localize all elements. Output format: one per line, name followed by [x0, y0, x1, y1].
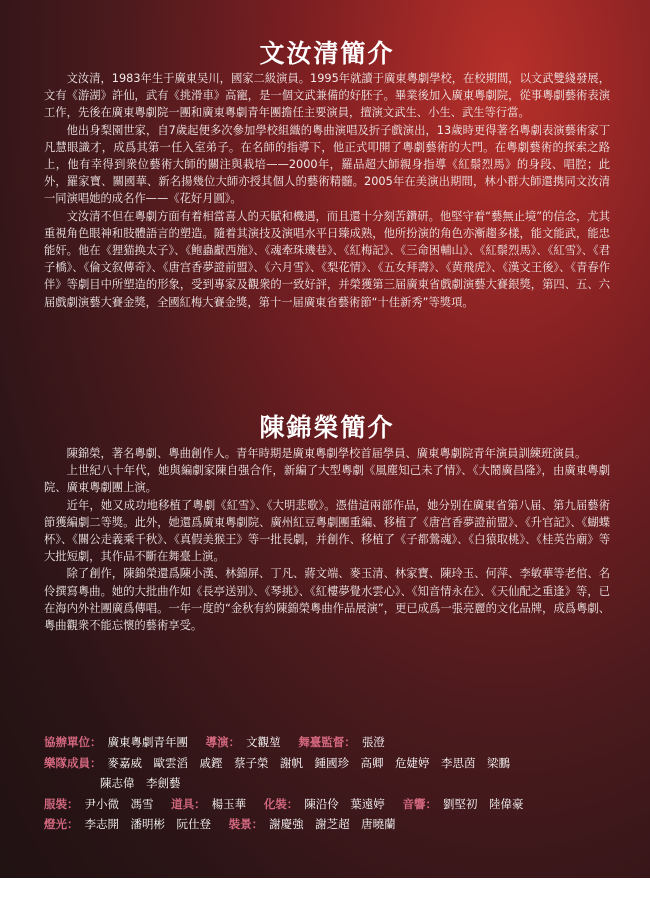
bio-paragraph: 他出身梨園世家，自7歲起便多次參加學校組織的粵曲演唱及折子戲演出，13歲時更得著名粵劇表演藝術家丁凡慧眼識才，成爲其第一任入室弟子。在名師的指導下，他正式叩開了粵劇藝術的大門。在粵劇藝術的探索之路上，他有幸得到衆位藝術大師的關注與栽培——2000年，羅品超大師親身指導《紅鬃烈馬》的身段、唱腔；此外，羅家寶、關國華、新名揚幾位大師亦授其個人的藝術精髓。2005年在美演出期間，林小群大師還携同文汝清一同演唱她的成名作——《花好月圓》。	[44, 123, 610, 206]
bio-wen-ruqing	[44, 70, 610, 311]
credit-label: 燈光：	[44, 817, 79, 831]
credit-label: 裝景：	[228, 817, 264, 831]
credit-value: 劉堅初 陸偉豪	[442, 796, 524, 811]
section-title-chen-jinrong: 陳錦榮簡介	[259, 413, 395, 442]
credit-label: 化裝：	[263, 796, 299, 811]
credit-value: 廣東粵劇青年團	[107, 735, 188, 749]
credit-value: 張澄	[361, 735, 385, 749]
credit-value: 李志開 潘明彬 阮仕登	[84, 817, 211, 831]
credits-row	[44, 732, 624, 753]
bio-paragraph: 文汝清不但在粵劇方面有着相當喜人的天賦和機遇，而且還十分刻苦鑽研。他堅守着“藝無止境”的信念，尤其重視角色眼神和肢體語言的塑造。隨着其演技及演唱水平日臻成熟，他所扮演的角色亦漸趨多樣，能文能武，能忠能奸。他在《狸猫换太子》、《鲍蟲獻西施》、《魂牽珠璣巷》、《紅梅記》、《三命困輔山》、《紅鬃烈馬》、《紅雪》、《君子橋》、《倫文叙傳奇》、《唐宫香夢證前盟》、《六月雪》、《梨花情》、《五女拜壽》、《黄飛虎》、《漢文王後》、《青春作伴》等劇目中所塑造的形象，受到專家及觀衆的一致好評，并榮獲第三届廣東省戲劇演藝大賽銀獎，第四、五、六届戲劇演藝大賽金獎，全國紅梅大賽金獎，第十一届廣東省藝術節“十佳新秀”等獎項。	[44, 209, 610, 309]
credits-row	[44, 753, 624, 774]
credit-label: 舞臺監督：	[298, 735, 356, 749]
bio-paragraph: 除了創作，陳錦榮還爲陳小漢、林錦屏、丁凡、蔣文端、麥玉清、林家寶、陳玲玉、何萍、李敏華等老倌、名伶撰寫粵曲。她的大批曲作如《長亭送别》、《琴挑》、《紅樓夢覺水雲心》、《知音情永在》、《天仙配之重逢》等，已在海内外社團廣爲傳唱。一年一度的“金秋有約陳錦榮粵曲作品展演”，更已成爲一張亮麗的文化品牌，成爲粵劇、粵曲觀衆不能忘懷的藝術享受。	[44, 567, 610, 633]
credit-label: 導演：	[205, 735, 241, 749]
credit-label: 服裝：	[44, 796, 79, 811]
credit-label: 道具：	[171, 796, 206, 811]
section-title-wen-ruqing: 文汝清簡介	[259, 39, 395, 68]
credit-value: 楊玉華	[211, 796, 247, 811]
credit-value: 文觀堃	[246, 735, 281, 749]
credits-row	[44, 814, 624, 835]
credit-label: 協辦單位：	[44, 735, 102, 749]
bio-chen-jinrong	[44, 445, 610, 634]
credits-row	[44, 773, 624, 794]
bio-paragraph: 陳錦榮，著名粵劇、粵曲創作人。青年時期是廣東粵劇學校首届學員、廣東粵劇院青年演員訓練班演員。	[66, 447, 587, 460]
credit-value: 尹小微 馮雪	[84, 796, 154, 811]
page-bottom-band	[0, 878, 650, 918]
bio-paragraph: 上世紀八十年代，她與編劇家陳自强合作，新編了大型粵劇《風塵知己未了情》、《大鬧廣昌隆》，由廣東粵劇院、廣東粵劇團上演。	[44, 464, 610, 495]
credit-value: 麥嘉威 歐雲滔 戚鏗 蔡子榮 謝帆 鍾國珍 高卿 危婕婷 李思茵 梁鵬	[107, 755, 510, 770]
credits-row	[44, 794, 624, 815]
credit-value: 陳志偉 李劍藝	[100, 776, 181, 790]
credits-block	[44, 732, 624, 835]
credit-value: 謝慶強 謝芝超 唐曉蘭	[269, 817, 396, 831]
bio-paragraph: 文汝清，1983年生于廣東吴川，國家二級演員。1995年就讀于廣東粵劇學校，在校期間，以文武雙綫發展，文有《游湖》許仙，武有《挑滑車》高寵，是一個文武兼備的好胚子。畢業後加入廣東粵劇院，從事粵劇藝術表演工作，先後在廣東粵劇院一團和廣東粵劇青年團擔任主要演員，擅演文武生、小生、武生等行當。	[44, 72, 610, 120]
credit-label: 樂隊成員：	[44, 755, 102, 770]
credit-label: 音響：	[402, 796, 437, 811]
bio-paragraph: 近年，她又成功地移植了粵劇《紅雪》、《大明悲歌》。憑借這兩部作品，她分别在廣東省第八届、第九届藝術節獲編劇二等獎。此外，她還爲廣東粵劇院、廣州紅豆粵劇團重編、移植了《唐宫香夢證前盟》、《升官記》、《蝴蝶杯》、《關公走義乘千秋》、《真假美猴王》等一批長劇，并創作、移植了《子都鶯魂》、《白猿取桃》、《桂英告廟》等大批短劇，其作品不斷在舞臺上演。	[44, 498, 610, 564]
credit-value: 陳沿伶 葉遠婷	[304, 796, 385, 811]
